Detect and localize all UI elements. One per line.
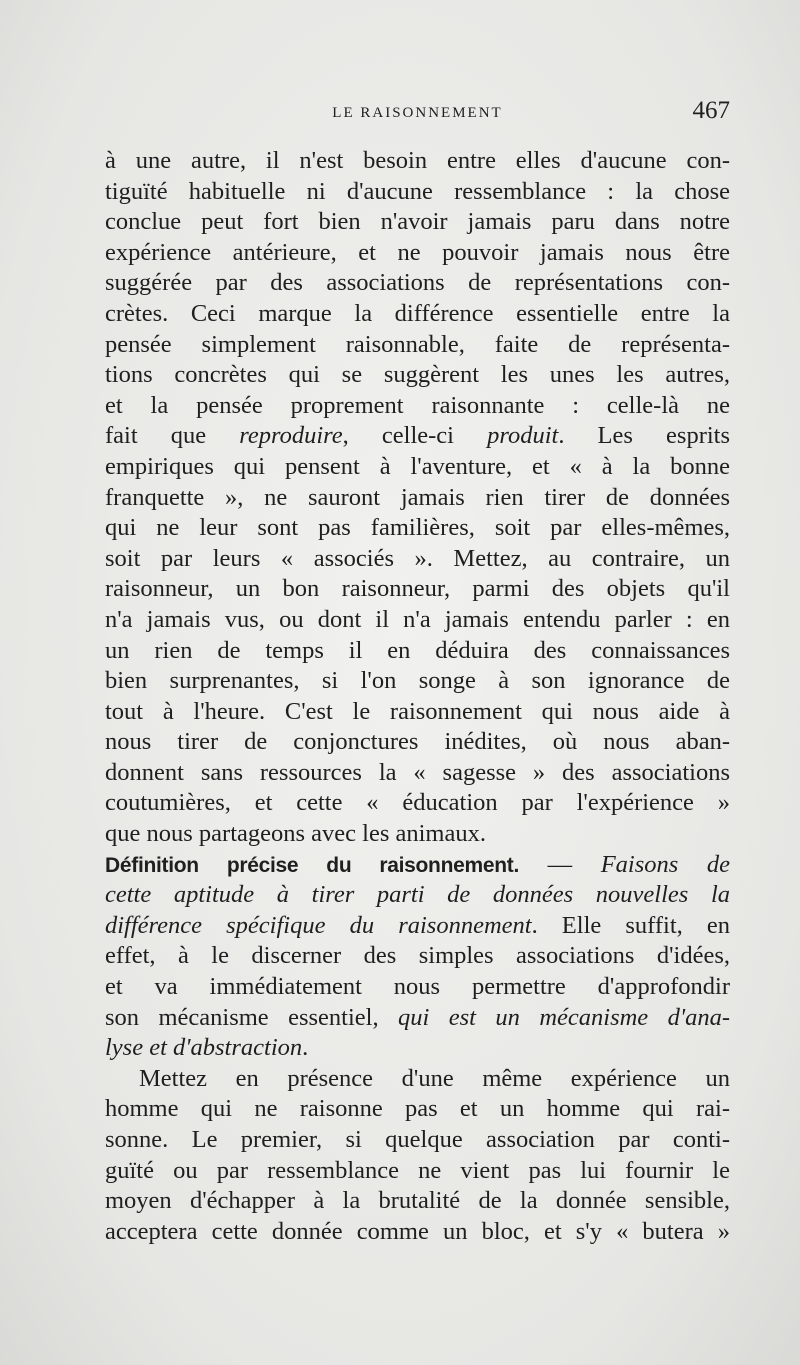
text-line: fait que reproduire, celle-ci produit. Les esprits <box>105 422 730 450</box>
text-line: cette aptitude à tirer parti de données nouvelles la <box>105 881 730 909</box>
text-line: que nous partageons avec les animaux. <box>105 820 486 848</box>
text-line: pensée simplement raisonnable, faite de représenta- <box>105 330 730 358</box>
text-line: suggérée par des associations de représentations con- <box>105 269 730 297</box>
section-heading-line: Définition précise du raisonnement. — Faisons de <box>105 850 731 878</box>
text-line: tout à l'heure. C'est le raisonnement qui nous aide à <box>105 697 730 725</box>
italic-term: reproduire <box>239 422 343 450</box>
text-line: tions concrètes qui se suggèrent les unes les autres, <box>105 361 730 389</box>
running-title: LE RAISONNEMENT <box>332 105 503 121</box>
text-line: et va immédiatement nous permettre d'approfondir <box>105 973 730 1001</box>
text-line: son mécanisme essentiel, qui est un mécanisme d'ana- <box>105 1003 730 1031</box>
text-line: coutumières, et cette « éducation par l'expérience » <box>105 789 730 817</box>
text-line: expérience antérieure, et ne pouvoir jamais nous être <box>105 238 730 266</box>
text-line: nous tirer de conjonctures inédites, où nous aban- <box>105 728 730 756</box>
text-line: franquette », ne sauront jamais rien tirer de données <box>105 483 730 511</box>
text-line: tiguïté habituelle ni d'aucune ressemblance : la chose <box>105 177 730 205</box>
text-line: bien surprenantes, si l'on songe à son ignorance de <box>105 667 730 695</box>
text-line: n'a jamais vus, ou dont il n'a jamais entendu parler : en <box>105 605 730 633</box>
text-line: donnent sans ressources la « sagesse » des associations <box>105 758 730 786</box>
section-heading: Définition précise du raisonnement. <box>105 853 519 877</box>
text-line: à une autre, il n'est besoin entre elles d'aucune con- <box>105 147 730 174</box>
text-line: acceptera cette donnée comme un bloc, et s'y « butera » <box>105 1217 730 1245</box>
text-line: conclue peut fort bien n'avoir jamais paru dans notre <box>105 208 730 236</box>
page-number: 467 <box>692 97 730 124</box>
text-line: moyen d'échapper à la brutalité de la donnée sensible, <box>105 1187 730 1215</box>
text-line: empiriques qui pensent à l'aventure, et « à la bonne <box>105 452 730 480</box>
italic-term: produit <box>487 422 559 450</box>
body-text <box>105 146 730 1247</box>
text-line: crètes. Ceci marque la différence essentielle entre la <box>105 299 730 327</box>
text-line: Mettez en présence d'une même expérience un <box>139 1064 730 1092</box>
text-line: différence spécifique du raisonnement. Elle suffit, en <box>105 911 730 939</box>
text-line: sonne. Le premier, si quelque association par conti- <box>105 1126 730 1153</box>
text-line: guïté ou par ressemblance ne vient pas lui fournir le <box>105 1156 730 1184</box>
text-line: effet, à le discerner des simples associations d'idées, <box>105 942 730 970</box>
text-line: homme qui ne raisonne pas et un homme qui rai- <box>105 1095 730 1123</box>
page-header <box>105 97 730 131</box>
text-line: et la pensée proprement raisonnante : celle-là ne <box>105 391 730 419</box>
text-line: qui ne leur sont pas familières, soit par elles-mêmes, <box>105 514 730 542</box>
text-line: raisonneur, un bon raisonneur, parmi des objets qu'il <box>105 575 730 603</box>
text-line: lyse et d'abstraction. <box>105 1034 309 1062</box>
text-line: un rien de temps il en déduira des connaissances <box>105 636 730 664</box>
text-line: soit par leurs « associés ». Mettez, au contraire, un <box>105 544 730 572</box>
